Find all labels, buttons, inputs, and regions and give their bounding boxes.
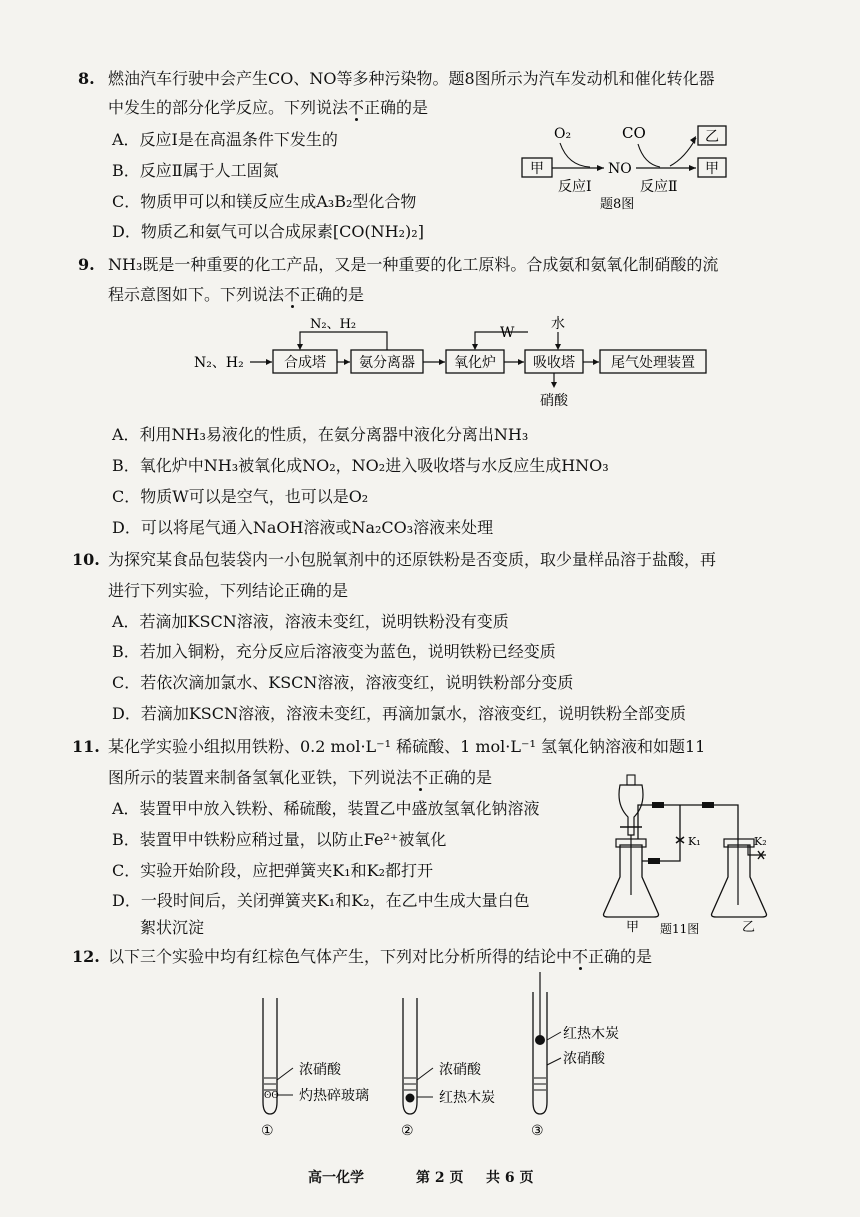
fig8-o2-label: O₂ — [554, 126, 572, 142]
q12-line-a: 以下三个实验中均有红棕色气体产生，下列对比分析所得的结论中 — [108, 947, 573, 966]
tube3-label-acid: 浓硝酸 — [563, 1051, 605, 1067]
q8-stem — [78, 68, 715, 90]
q9-stem-line2 — [108, 284, 364, 306]
q8-line2-b: 正确的是 — [364, 98, 429, 117]
q10-text-line1: 为探究某食品包装袋内一小包脱氧剂中的还原铁粉是否变质，取少量样品溶于盐酸，再 — [108, 550, 717, 569]
fig8-jia-label-1: 甲 — [530, 161, 544, 177]
q11-option-b: B．装置甲中铁粉应稍过量，以防止Fe²⁺被氧化 — [112, 830, 447, 849]
k2-label: K₂ — [754, 835, 767, 848]
fig8-curve-yi — [670, 138, 696, 166]
svg-text:ʘʘ: ʘʘ — [264, 1091, 279, 1101]
q10-option-b: B．若加入铜粉，充分反应后溶液变为蓝色，说明铁粉已经变质 — [112, 642, 556, 661]
tube-joint-2 — [702, 802, 714, 808]
q9-flowchart — [190, 310, 710, 410]
fig11-jia-label: 甲 — [626, 920, 640, 935]
q8-figure — [520, 118, 750, 210]
flow-oxidizer-label: 氧化炉 — [454, 355, 496, 371]
fig8-yi-label: 乙 — [705, 129, 719, 145]
footer-subject: 高一化学 — [308, 1170, 364, 1186]
q10-option-a: A．若滴加KSCN溶液，溶液未变红，说明铁粉没有变质 — [112, 612, 509, 631]
q8-option-a: A．反应Ⅰ是在高温条件下发生的 — [112, 130, 338, 149]
tube1-label-glass: 灼热碎玻璃 — [299, 1088, 369, 1104]
q10-option-c: C．若依次滴加氯水、KSCN溶液，溶液变红，说明铁粉部分变质 — [112, 673, 574, 692]
tube-joint-1 — [652, 802, 664, 808]
q11-stem — [72, 736, 705, 758]
flow-separator-label: 氨分离器 — [359, 355, 415, 371]
q8-option-b: B．反应Ⅱ属于人工固氮 — [112, 161, 279, 180]
q9-line2-a: 程示意图如下。下列说法 — [108, 285, 285, 304]
flow-recycle-line — [300, 332, 387, 350]
tube3-charcoal — [535, 1035, 545, 1045]
q11-option-a: A．装置甲中放入铁粉、稀硫酸，装置乙中盛放氢氧化钠溶液 — [112, 799, 540, 818]
q11-number: 11. — [72, 737, 100, 756]
q11-stem-line2 — [108, 767, 492, 789]
q11-option-c: C．实验开始阶段，应把弹簧夹K₁和K₂都打开 — [112, 861, 433, 880]
q11-option-d-cont: 絮状沉淀 — [140, 918, 205, 937]
q12-number: 12. — [72, 947, 100, 966]
q11-option-d: D．一段时间后，关闭弹簧夹K₁和K₂，在乙中生成大量白色 — [112, 891, 530, 910]
fig11-caption: 题11图 — [660, 922, 700, 936]
q10-stem — [72, 549, 716, 571]
q8-emphasis-not: 不 — [348, 98, 365, 117]
q12-emphasis-not: 不 — [572, 947, 589, 966]
q8-stem-line2 — [108, 97, 428, 119]
q8-option-c: C．物质甲可以和镁反应生成A₃B₂型化合物 — [112, 192, 417, 211]
flow-absorber-label: 吸收塔 — [533, 355, 575, 371]
q8-text-line1: 燃油汽车行驶中会产生CO、NO等多种污染物。题8图所示为汽车发动机和催化转化器 — [108, 69, 715, 88]
q9-number: 9. — [78, 255, 95, 274]
q9-option-d: D．可以将尾气通入NaOH溶液或Na₂CO₃溶液来处理 — [112, 518, 494, 537]
q9-option-b: B．氧化炉中NH₃被氧化成NO₂，NO₂进入吸收塔与水反应生成HNO₃ — [112, 456, 609, 475]
fig8-reaction2-label: 反应Ⅱ — [640, 179, 678, 195]
tube2-label-charcoal: 红热木炭 — [439, 1090, 495, 1106]
fig8-caption: 题8图 — [600, 197, 635, 212]
flow-recycle-label: N₂、H₂ — [310, 317, 357, 332]
fig8-co-label: CO — [622, 124, 646, 142]
fig8-curve-co — [638, 144, 660, 167]
q10-option-d: D．若滴加KSCN溶液，溶液未变红，再滴加氯水，溶液变红，说明铁粉全部变质 — [112, 704, 686, 723]
flask-yi — [712, 845, 767, 917]
q8-option-d: D．物质乙和氨气可以合成尿素[CO(NH₂)₂] — [112, 222, 424, 241]
footer-total: 共 6 页 — [486, 1170, 534, 1186]
tube1-mark: ① — [261, 1123, 274, 1139]
q11-text-line1: 某化学实验小组拟用铁粉、0.2 mol·L⁻¹ 稀硫酸、1 mol·L⁻¹ 氢氧化钠溶液和如题11 — [108, 737, 706, 756]
tube3-label-charcoal: 红热木炭 — [563, 1026, 619, 1042]
q10-number: 10. — [72, 550, 100, 569]
tube2-label-acid: 浓硝酸 — [439, 1062, 481, 1078]
q12-stem — [72, 946, 652, 968]
q10-stem-line2: 进行下列实验，下列结论正确的是 — [108, 581, 349, 600]
flow-acid-label: 硝酸 — [540, 393, 568, 409]
q8-number: 8. — [78, 69, 95, 88]
funnel-stopper — [627, 775, 635, 785]
tube2-mark: ② — [401, 1123, 414, 1139]
fig8-arrowhead-1 — [597, 165, 604, 171]
fig8-jia-label-2: 甲 — [705, 161, 719, 177]
q9-stem — [78, 254, 718, 276]
q12-line-b: 正确的是 — [588, 947, 653, 966]
q11-apparatus-figure — [598, 765, 778, 935]
lower-connecting-tube — [642, 805, 680, 861]
fig8-curve-o2 — [560, 143, 590, 167]
q8-line2-a: 中发生的部分化学反应。下列说法 — [108, 98, 349, 117]
q9-emphasis-not: 不 — [284, 285, 301, 304]
tube3-mark: ③ — [531, 1123, 544, 1139]
tube2-charcoal — [406, 1094, 415, 1103]
q9-text-line1: NH₃既是一种重要的化工产品，又是一种重要的化工原料。合成氨和氨氧化制硝酸的流 — [108, 255, 719, 274]
tube-joint-3 — [648, 858, 660, 864]
q11-emphasis-not: 不 — [412, 768, 429, 787]
q11-line2-b: 正确的是 — [428, 768, 493, 787]
flow-input-label: N₂、H₂ — [194, 355, 244, 371]
q12-tubes-figure — [255, 970, 619, 1142]
q9-option-a: A．利用NH₃易液化的性质，在氨分离器中液化分离出NH₃ — [112, 425, 529, 444]
q9-option-c: C．物质W可以是空气，也可以是O₂ — [112, 487, 369, 506]
fig8-arrowhead-2 — [689, 165, 696, 171]
flow-tailgas-label: 尾气处理装置 — [611, 355, 695, 371]
q9-line2-b: 正确的是 — [300, 285, 365, 304]
tube1-label-acid: 浓硝酸 — [299, 1062, 341, 1078]
flow-synthesis-label: 合成塔 — [284, 355, 326, 371]
fig8-reaction1-label: 反应Ⅰ — [558, 179, 592, 195]
k1-label: K₁ — [688, 835, 701, 848]
flow-water-label: 水 — [551, 316, 565, 332]
q11-line2-a: 图所示的装置来制备氢氧化亚铁，下列说法 — [108, 768, 413, 787]
flow-w-label: W — [500, 325, 515, 341]
footer-page: 第 2 页 — [416, 1170, 464, 1186]
fig11-yi-label: 乙 — [742, 920, 756, 935]
fig8-no-label: NO — [608, 161, 632, 177]
